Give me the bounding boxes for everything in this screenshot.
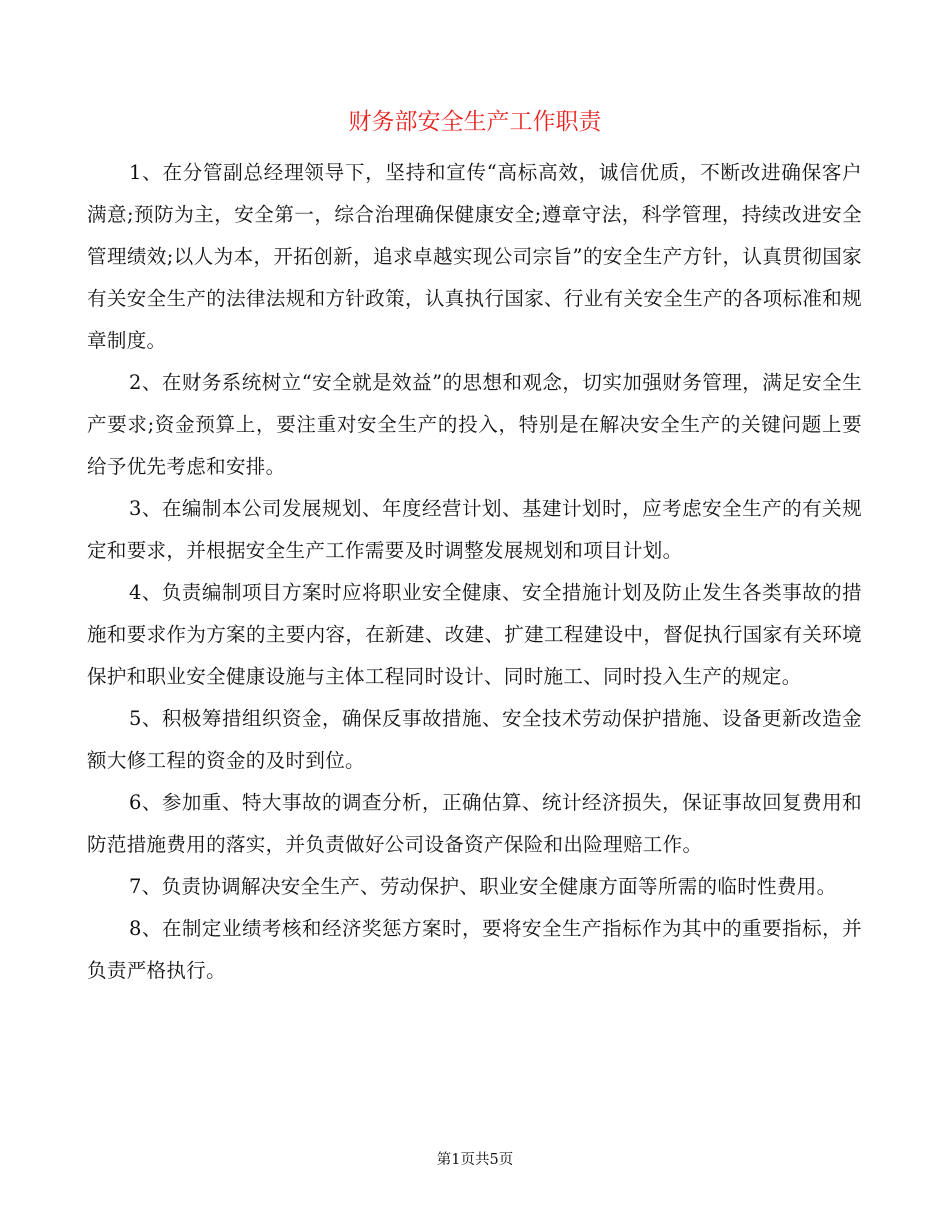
paragraph-3: 3、在编制本公司发展规划、年度经营计划、基建计划时，应考虑安全生产的有关规定和要求，并根据安全生产工作需要及时调整发展规划和项目计划。	[87, 497, 862, 562]
page-footer: 第1页共5页	[436, 1152, 514, 1168]
paragraph-5: 5、积极筹措组织资金，确保反事故措施、安全技术劳动保护措施、设备更新改造金额大修工程的资金的及时到位。	[87, 707, 862, 772]
paragraph-2: 2、在财务系统树立“安全就是效益”的思想和观念，切实加强财务管理，满足安全生产要求;资金预算上，要注重对安全生产的投入，特别是在解决安全生产的关键问题上要给予优先考虑和安排。	[87, 371, 862, 478]
paragraph-8: 8、在制定业绩考核和经济奖惩方案时，要将安全生产指标作为其中的重要指标，并负责严格执行。	[87, 917, 862, 982]
document-body	[87, 152, 862, 992]
document-title: 财务部安全生产工作职责	[348, 109, 602, 135]
paragraph-6: 6、参加重、特大事故的调查分析，正确估算、统计经济损失，保证事故回复费用和防范措施费用的落实，并负责做好公司设备资产保险和出险理赔工作。	[87, 791, 862, 856]
paragraph-1: 1、在分管副总经理领导下，坚持和宣传“高标高效，诚信优质，不断改进确保客户满意;预防为主，安全第一，综合治理确保健康安全;遵章守法，科学管理，持续改进安全管理绩效;以人为本，开拓创新，追求卓越实现公司宗旨”的安全生产方针，认真贯彻国家有关安全生产的法律法规和方针政策，认真执行国家、行业有关安全生产的各项标准和规章制度。	[87, 161, 862, 352]
paragraph-7: 7、负责协调解决安全生产、劳动保护、职业安全健康方面等所需的临时性费用。	[129, 875, 837, 898]
paragraph-4: 4、负责编制项目方案时应将职业安全健康、安全措施计划及防止发生各类事故的措施和要求作为方案的主要内容，在新建、改建、扩建工程建设中，督促执行国家有关环境保护和职业安全健康设施与主体工程同时设计、同时施工、同时投入生产的规定。	[87, 581, 862, 688]
